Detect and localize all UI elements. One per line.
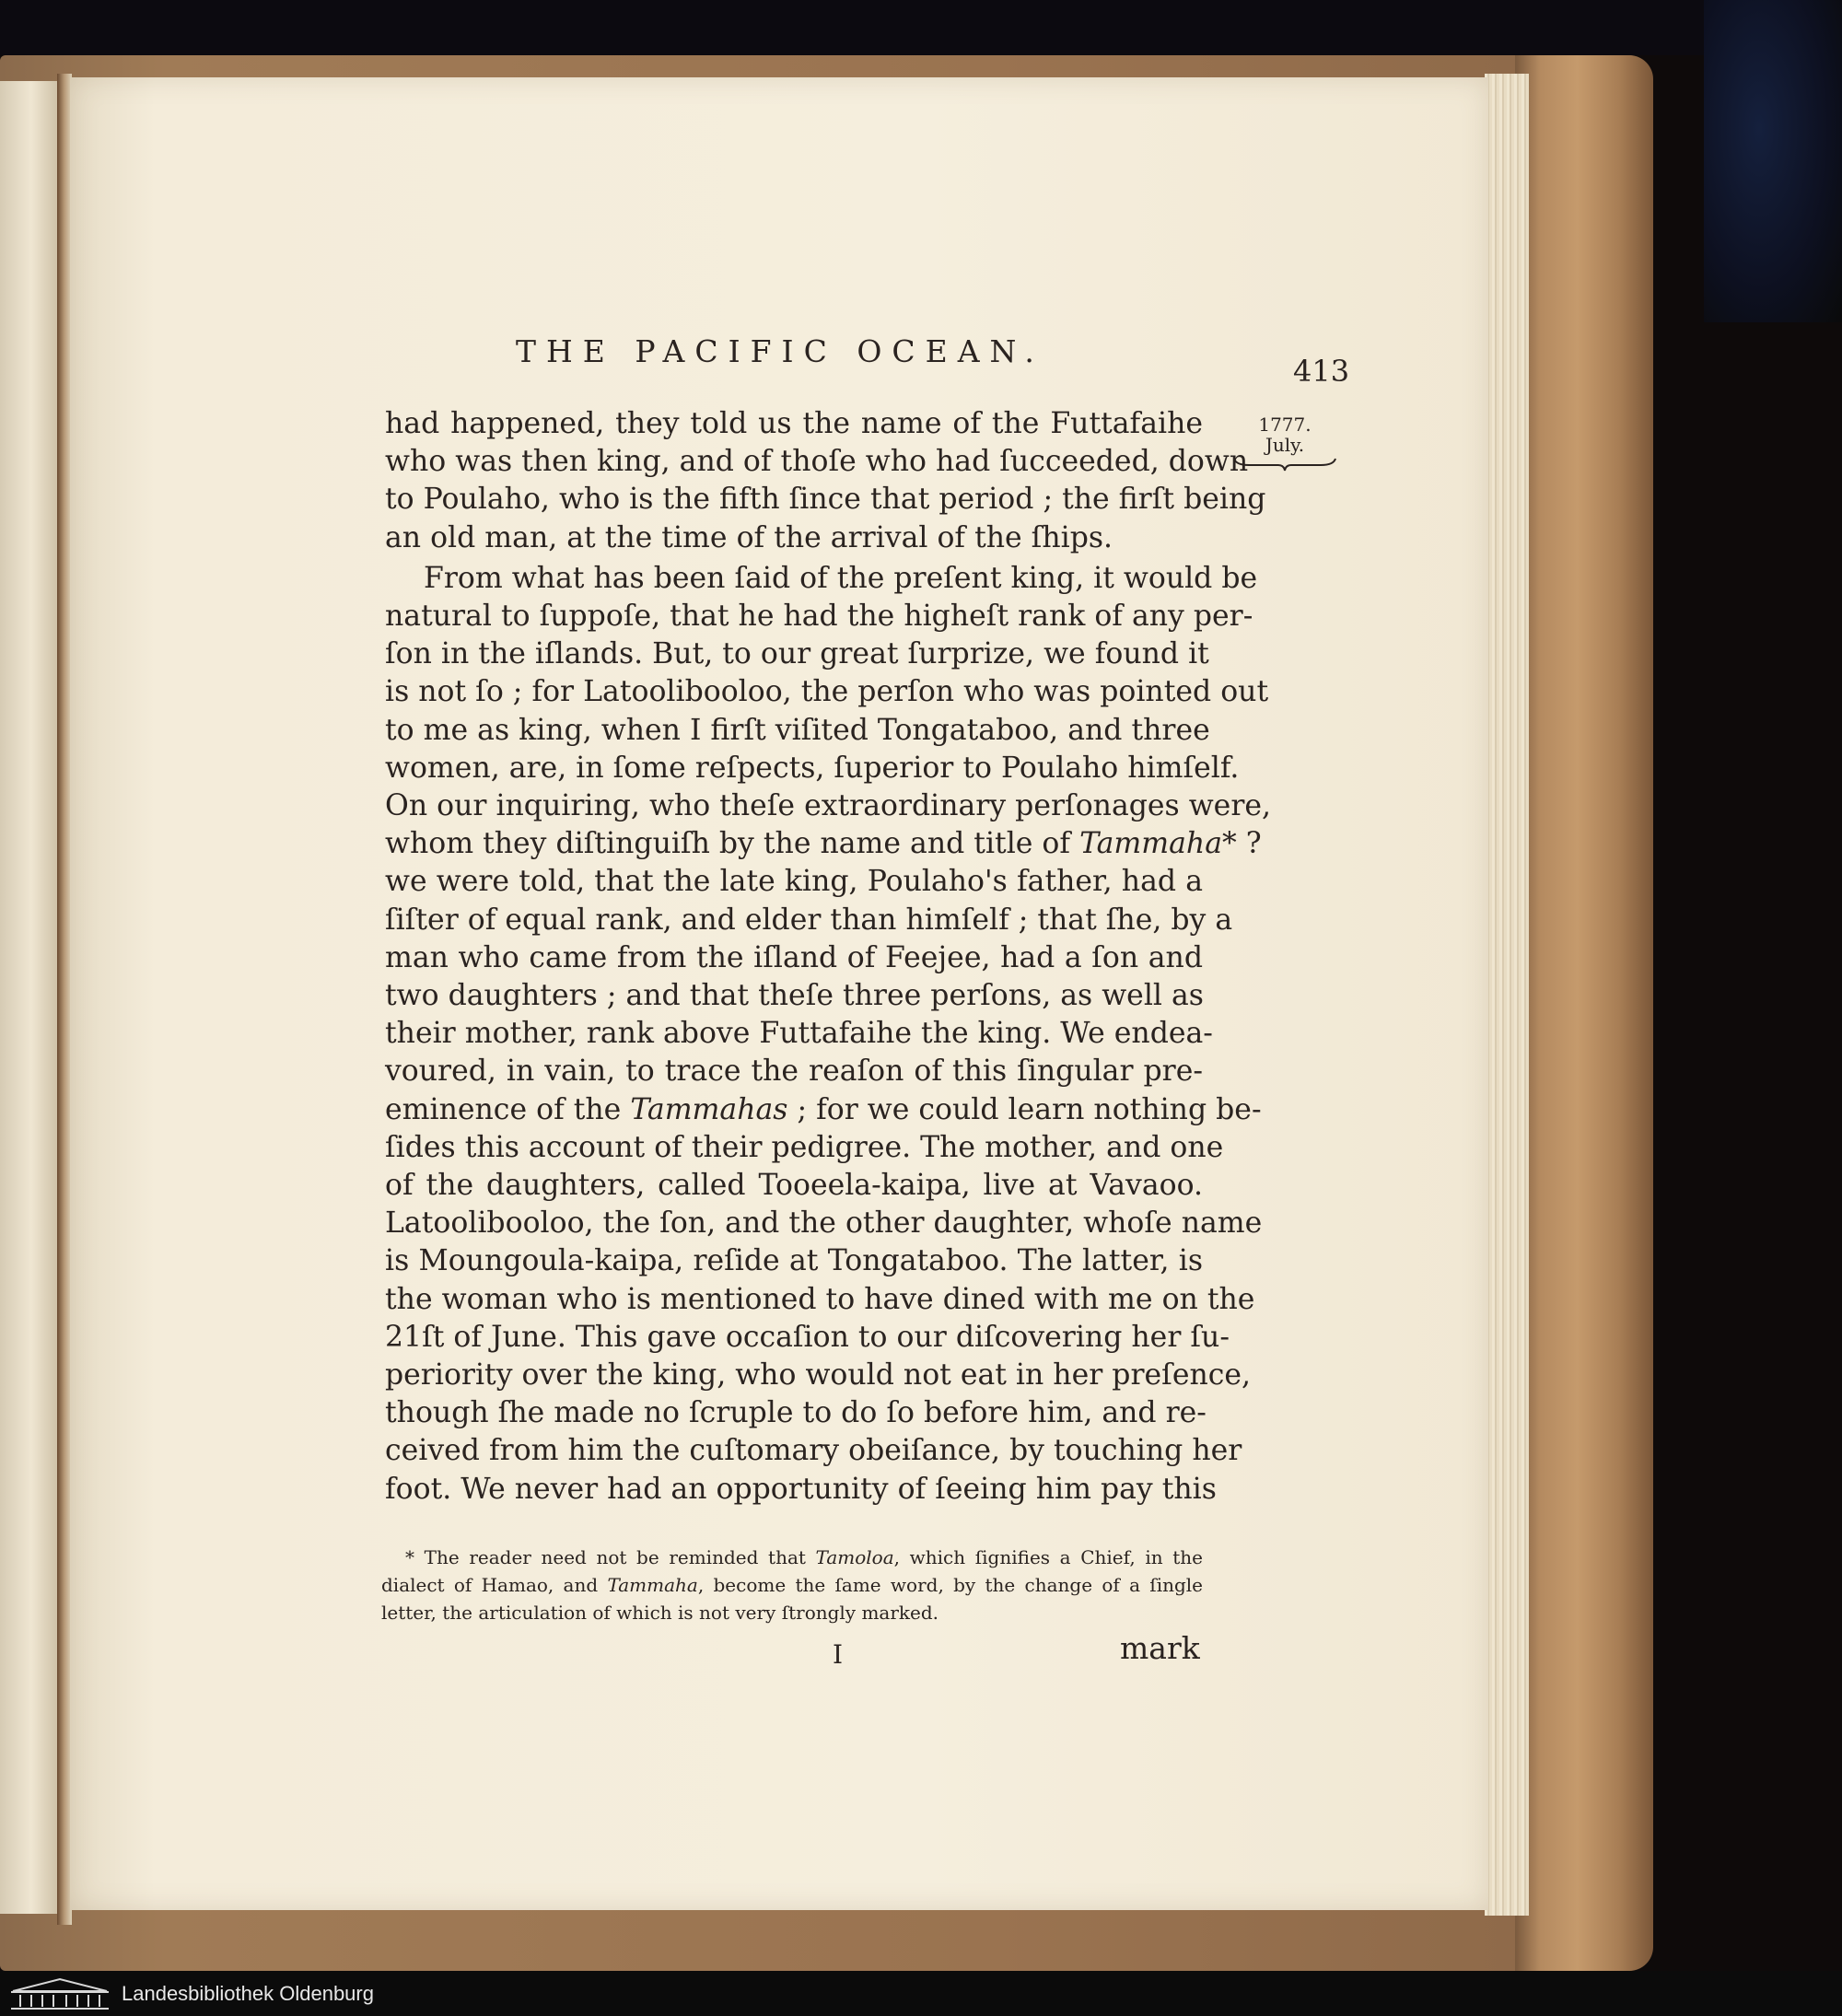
page-edges <box>1485 74 1529 1916</box>
text-line: natural to ſuppoſe, that he had the higheſt rank of any per- <box>385 600 1253 634</box>
page-number: 413 <box>1293 354 1350 389</box>
text-segment: , which ſignifies a Chief, in the <box>893 1546 1203 1568</box>
text-segment: * The reader need not be reminded that <box>405 1546 816 1568</box>
text-line: to Poulaho, who is the fifth ſince that period ; the firſt being <box>385 483 1266 517</box>
text-segment: dialect of Hamao, and <box>381 1574 608 1596</box>
text-line: had happened, they told us the name of the Futtafaihe <box>385 407 1203 440</box>
background-top <box>0 0 1842 55</box>
text-line: man who came from the iſland of Feejee, had a ſon and <box>385 940 1203 974</box>
library-name: Landesbibliothek Oldenburg <box>122 1982 374 2005</box>
text-line: 21ſt of June. This gave occaſion to our diſcovering her ſu- <box>385 1320 1230 1354</box>
italic-term: Tamoloa <box>815 1546 894 1568</box>
text-line: of the daughters, called Tooeela-kaipa, live at Vavaoo. <box>385 1169 1203 1203</box>
text-line: to me as king, when I firſt viſited Tongataboo, and three <box>385 713 1210 747</box>
text-line: ceived from him the cuſtomary obeiſance, by touching her <box>385 1434 1242 1468</box>
text-line: two daughters ; and that theſe three perſons, as well as <box>385 979 1204 1013</box>
text-line: ſon in the iſlands. But, to our great ſurprize, we found it <box>385 637 1209 671</box>
text-line: Latoolibooloo, the ſon, and the other daughter, whoſe name <box>385 1206 1263 1241</box>
text-segment: eminence of the <box>385 1092 631 1126</box>
background-shadow <box>1704 0 1842 322</box>
italic-term: Tammahas <box>630 1092 788 1126</box>
text-line: their mother, rank above Futtafaihe the king. We endea- <box>385 1017 1213 1051</box>
text-line: we were told, that the late king, Poulaho's father, had a <box>385 865 1203 899</box>
text-line: periority over the king, who would not eat in her preſence, <box>385 1358 1252 1393</box>
book-fore-edge-board <box>1515 55 1653 1971</box>
text-line: women, are, in ſome reſpects, ſuperior to Poulaho himſelf. <box>385 751 1240 785</box>
footnote-line <box>381 1571 1203 1599</box>
text-line: voured, in vain, to trace the reaſon of this ſingular pre- <box>385 1055 1203 1089</box>
running-head-title: THE PACIFIC OCEAN. <box>516 333 1044 369</box>
text-line <box>385 1091 1262 1129</box>
library-building-icon <box>7 1976 112 2011</box>
signature-mark: I <box>833 1639 844 1670</box>
catchword: mark <box>1120 1630 1200 1666</box>
text-segment: whom they diſtinguiſh by the name and title of <box>385 827 1080 861</box>
footnote-marker: * ? <box>1222 827 1262 861</box>
text-line <box>385 825 1262 863</box>
text-segment: , become the ſame word, by the change of a ſingle <box>697 1574 1204 1596</box>
margin-note-year: 1777. <box>1258 414 1312 436</box>
text-line: the woman who is mentioned to have dined with me on the <box>385 1282 1255 1316</box>
body-text <box>385 405 1272 1509</box>
text-line: though ſhe made no ſcruple to do ſo before him, and re- <box>385 1396 1207 1430</box>
text-line: an old man, at the time of the arrival of the ſhips. <box>385 520 1113 554</box>
footnote <box>381 1544 1203 1626</box>
text-segment: ; for we could learn nothing be- <box>787 1092 1262 1126</box>
margin-note-month: July. <box>1265 434 1305 456</box>
italic-term: Tammaha <box>1079 827 1222 861</box>
text-line: From what has been ſaid of the preſent king, it would be <box>424 561 1258 595</box>
footnote-line: letter, the articulation of which is not very ſtrongly marked. <box>381 1602 939 1624</box>
left-page-edge <box>0 81 57 1914</box>
text-line: who was then king, and of thoſe who had ſucceeded, down <box>385 445 1249 479</box>
text-line: is Moungoula-kaipa, reſide at Tongataboo. The latter, is <box>385 1244 1203 1278</box>
text-line: ſiſter of equal rank, and elder than himſelf ; that ſhe, by a <box>385 903 1233 937</box>
library-footer <box>0 1971 1842 2016</box>
text-line: is not ſo ; for Latoolibooloo, the perſon who was pointed out <box>385 675 1269 709</box>
text-line: ſides this account of their pedigree. The mother, and one <box>385 1130 1224 1164</box>
text-line: foot. We never had an opportunity of ſeeing him pay this <box>385 1472 1217 1506</box>
text-line: On our inquiring, who theſe extraordinary perſonages were, <box>385 789 1272 823</box>
italic-term: Tammaha <box>607 1574 698 1596</box>
footnote-line <box>381 1544 1203 1571</box>
